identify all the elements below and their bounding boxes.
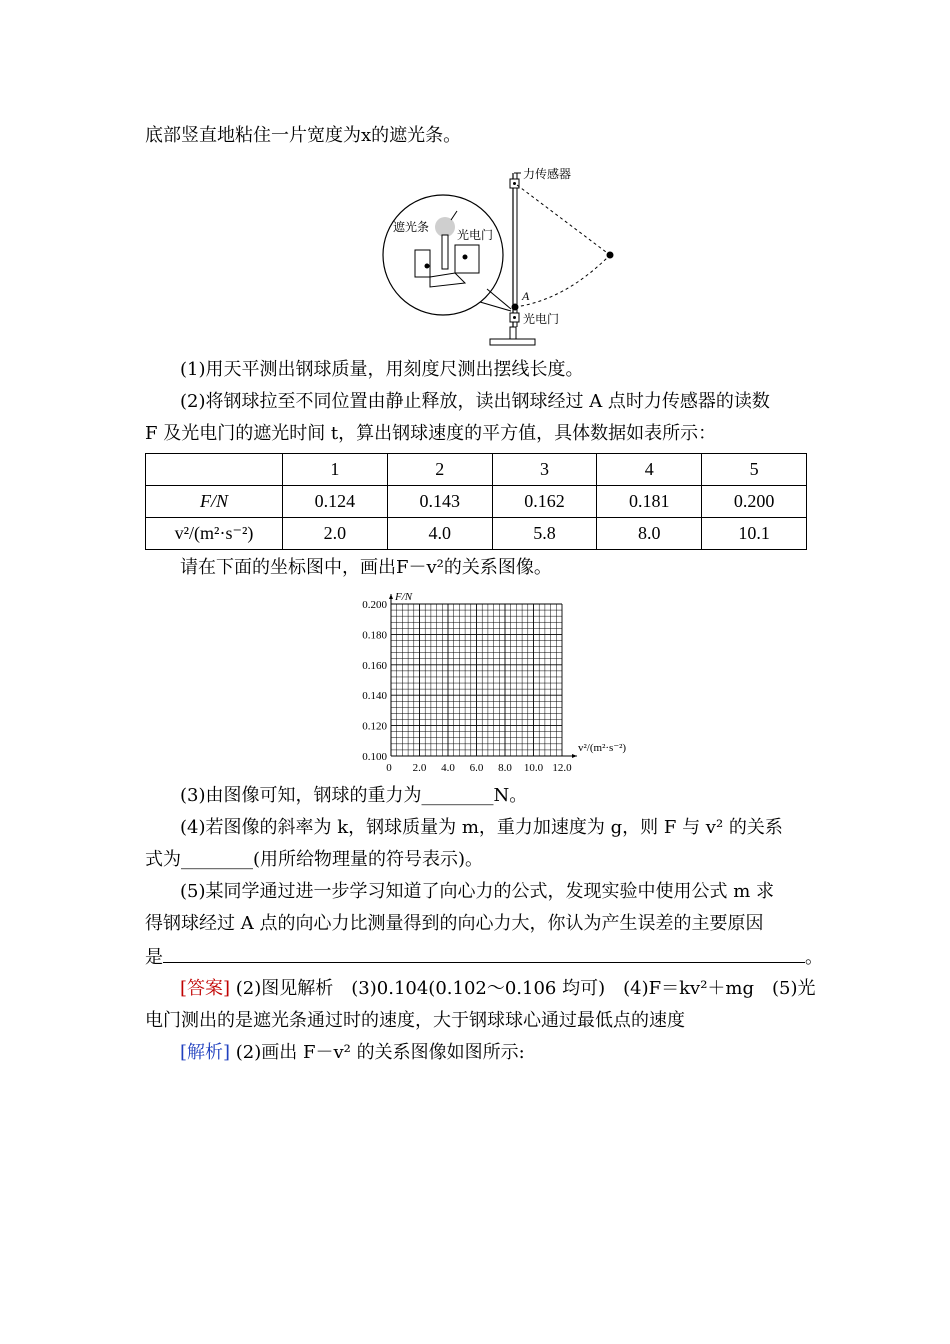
x-tick-label: 12.0 [552, 762, 572, 774]
table-cell: 0.200 [702, 486, 807, 518]
table-cell: 4.0 [387, 518, 492, 550]
table-row-force [146, 486, 807, 518]
step-2-line-1: (2)将钢球拉至不同位置由静止释放，读出钢球经过 A 点时力传感器的读数 [180, 391, 770, 412]
x-tick-label: 4.0 [441, 762, 455, 774]
x-axis-label: v²/(m²·s⁻²) [578, 742, 627, 754]
x-tick-label: 0 [386, 762, 392, 774]
question-5-line-3-end: 。 [805, 947, 823, 968]
step-1: (1)用天平测出钢球质量，用刻度尺测出摆线长度。 [180, 359, 584, 380]
analysis-tag: [解析] [180, 1042, 231, 1063]
grid-chart [345, 588, 645, 774]
table-cell: 0.181 [597, 486, 702, 518]
instruction: 请在下面的坐标图中，画出F－v²的关系图像。 [180, 557, 552, 578]
table-cell: 5.8 [492, 518, 597, 550]
table-col-header: 3 [492, 454, 597, 486]
stand-base [490, 339, 535, 345]
question-3: (3)由图像可知，钢球的重力为________N。 [180, 785, 528, 806]
ball-at-a [512, 304, 519, 311]
question-5-line-2: 得钢球经过 A 点的向心力比测量得到的向心力大，你认为产生误差的主要原因 [145, 913, 764, 934]
answer-tag: [答案] [180, 978, 231, 999]
inset-ball [435, 217, 455, 237]
answer-text-1: (2)图见解析 (3)0.104(0.102～0.106 均可) (4)F＝kv²＋mg (5)光 [235, 978, 816, 999]
table-col-header: 2 [387, 454, 492, 486]
x-tick-label: 2.0 [412, 762, 427, 774]
question-5-line-3 [145, 944, 823, 970]
y-axis-label: F/N [395, 591, 413, 603]
y-tick-label: 0.140 [362, 690, 387, 703]
answer-line-2: 电门测出的是遮光条通过时的速度，大于钢球球心通过最低点的速度 [145, 1010, 685, 1031]
x-axis-arrow [572, 754, 577, 758]
row-label-force: F/N [146, 486, 283, 518]
y-axis-arrow [389, 594, 393, 599]
table-col-header: 4 [597, 454, 702, 486]
y-tick-label: 0.160 [362, 659, 387, 672]
question-5-line-3-start: 是 [145, 947, 163, 968]
table-cell: 2.0 [283, 518, 388, 550]
step-2-line-2: F 及光电门的遮光时间 t，算出钢球速度的平方值，具体数据如表所示： [145, 423, 717, 444]
table-col-header: 5 [702, 454, 807, 486]
analysis-line-1 [180, 1041, 525, 1065]
table-header-row [146, 454, 807, 486]
label-gate: 光电门 [523, 312, 560, 326]
table-cell: 0.124 [283, 486, 388, 518]
x-tick-label: 8.0 [498, 762, 512, 774]
table-col-header: 1 [283, 454, 388, 486]
label-strip: 遮光条 [393, 220, 430, 234]
answer-line-1 [180, 977, 816, 1001]
y-tick-label: 0.100 [362, 751, 387, 763]
table-row-velocity [146, 518, 807, 550]
table-cell: 0.143 [387, 486, 492, 518]
question-4-line-1: (4)若图像的斜率为 k，钢球质量为 m，重力加速度为 g，则 F 与 v² 的关系 [180, 817, 783, 838]
question-5-line-1: (5)某同学通过进一步学习知道了向心力的公式，发现实验中使用公式 m 求 [180, 881, 775, 902]
data-table [145, 453, 807, 550]
ball-released [607, 252, 614, 259]
label-sensor: 力传感器 [523, 167, 572, 181]
question-4-line-2: 式为________(用所给物理量的符号表示)。 [145, 849, 484, 870]
table-cell: 10.1 [702, 518, 807, 550]
y-tick-label: 0.120 [362, 720, 387, 733]
inset-strip [442, 235, 448, 269]
label-gate-inset: 光电门 [457, 228, 494, 242]
x-tick-label: 6.0 [469, 762, 484, 774]
intro-line: 底部竖直地粘住一片宽度为x的遮光条。 [145, 125, 462, 146]
table-cell: 8.0 [597, 518, 702, 550]
table-cell: 0.162 [492, 486, 597, 518]
x-tick-label: 10.0 [523, 762, 544, 774]
apparatus-figure [375, 165, 625, 350]
y-tick-label: 0.180 [362, 629, 387, 642]
answer-blank [163, 944, 805, 963]
label-point-a: A [522, 289, 530, 303]
y-tick-label: 0.200 [362, 599, 387, 611]
analysis-text-1: (2)画出 F－v² 的关系图像如图所示: [235, 1042, 525, 1063]
row-label-velocity: v²/(m²·s⁻²) [146, 518, 283, 550]
